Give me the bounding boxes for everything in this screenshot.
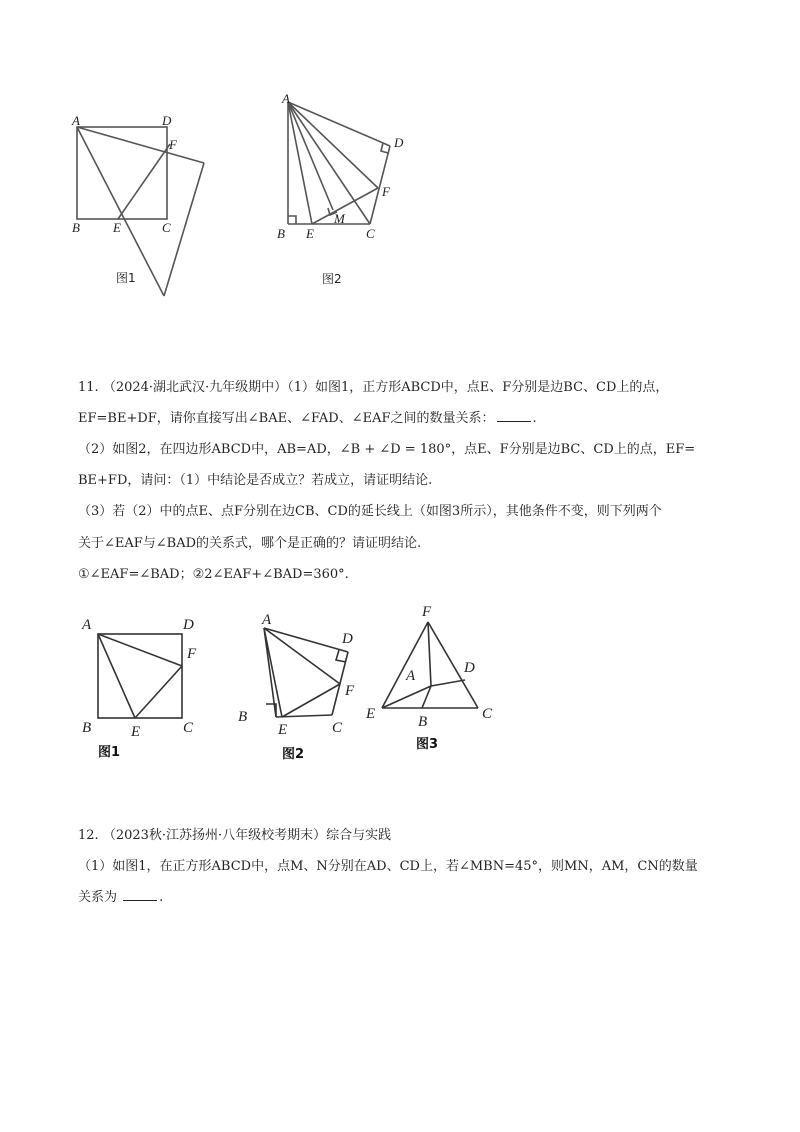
point-label: F: [169, 137, 177, 152]
point-label: C: [482, 706, 493, 722]
point-label: M: [334, 211, 345, 226]
point-label: B: [238, 709, 248, 725]
figure-caption: 图2: [322, 272, 342, 286]
problem-text: .: [532, 411, 537, 426]
point-label: E: [131, 724, 141, 740]
figure-caption: 图1: [98, 745, 121, 760]
problem-11-line-5: [78, 502, 662, 522]
problem-text: （1）如图1，正方形ABCD中，点E、F分别是边BC、CD上的点，: [287, 380, 669, 395]
problem-12-line-2: [78, 857, 698, 877]
mid-figure-2: [236, 606, 376, 766]
point-label: E: [306, 226, 314, 241]
figure-caption: 图1: [116, 271, 136, 285]
point-label: C: [332, 720, 343, 736]
point-label: B: [82, 720, 92, 736]
point-label: B: [277, 226, 285, 241]
point-label: C: [162, 220, 171, 235]
point-label: C: [183, 720, 194, 736]
top-figure-2: [272, 90, 422, 290]
problem-text: BE+FD，请问：（1）中结论是否成立？若成立，请证明结论.: [78, 473, 433, 488]
problem-text: （3）若（2）中的点E、点F分别在边CB、CD的延长线上（如图3所示），其他条件不变，则下列两个: [78, 504, 662, 519]
problem-11-line-1: [78, 378, 668, 398]
point-label: A: [72, 113, 80, 128]
problem-source: （2024·湖北武汉·九年级期中）: [102, 380, 288, 395]
point-label: E: [278, 722, 288, 738]
point-label: F: [345, 683, 355, 699]
point-label: E: [113, 220, 121, 235]
problem-source: （2023秋·江苏扬州·八年级校考期末）综合与实践: [102, 828, 392, 843]
point-label: D: [394, 135, 404, 150]
point-label: B: [418, 714, 428, 730]
problem-text: 关系为: [78, 890, 118, 905]
problem-text: 关于∠EAF与∠BAD的关系式，哪个是正确的？请证明结论.: [78, 536, 422, 551]
problem-text: （1）如图1，在正方形ABCD中，点M、N分别在AD、CD上，若∠MBN=45°，则MN，AM，CN的数量: [78, 859, 698, 874]
point-label: D: [464, 660, 475, 676]
point-label: B: [72, 220, 80, 235]
point-label: F: [422, 604, 432, 620]
answer-blank[interactable]: [123, 888, 157, 901]
problem-11-line-3: [78, 440, 695, 460]
point-label: D: [183, 617, 194, 633]
problem-text: .: [159, 890, 164, 905]
problem-text: EF=BE+DF，请你直接写出∠BAE、∠FAD、∠EAF之间的数量关系：: [78, 411, 495, 426]
point-label: E: [366, 706, 376, 722]
problem-11-line-4: [78, 471, 432, 491]
point-label: A: [406, 668, 416, 684]
problem-11-line-2: [78, 409, 537, 429]
figure-caption: 图2: [282, 747, 305, 762]
mid-figure-3: [360, 600, 510, 760]
problem-text: （2）如图2，在四边形ABCD中，AB=AD，∠B + ∠D = 180°，点E、F分别是边BC、CD上的点，EF=: [78, 442, 696, 457]
point-label: D: [162, 113, 172, 128]
point-label: F: [187, 646, 197, 662]
point-label: F: [382, 184, 390, 199]
point-label: A: [262, 612, 272, 628]
point-label: C: [366, 226, 375, 241]
problem-12-line-3: [78, 888, 163, 908]
answer-blank[interactable]: [497, 409, 531, 422]
problem-number: 11.: [78, 380, 99, 395]
problem-number: 12.: [78, 828, 99, 843]
point-label: A: [282, 91, 290, 106]
figure-caption: 图3: [416, 737, 439, 752]
point-label: D: [342, 631, 353, 647]
problem-11-line-6: [78, 534, 421, 554]
point-label: A: [82, 617, 92, 633]
mid-figure-1: [76, 608, 216, 768]
problem-12-line-1: [78, 826, 391, 846]
top-figure-1: [66, 108, 226, 308]
problem-text: ①∠EAF=∠BAD；②2∠EAF+∠BAD=360°.: [78, 567, 349, 582]
problem-11-line-7: [78, 565, 349, 585]
